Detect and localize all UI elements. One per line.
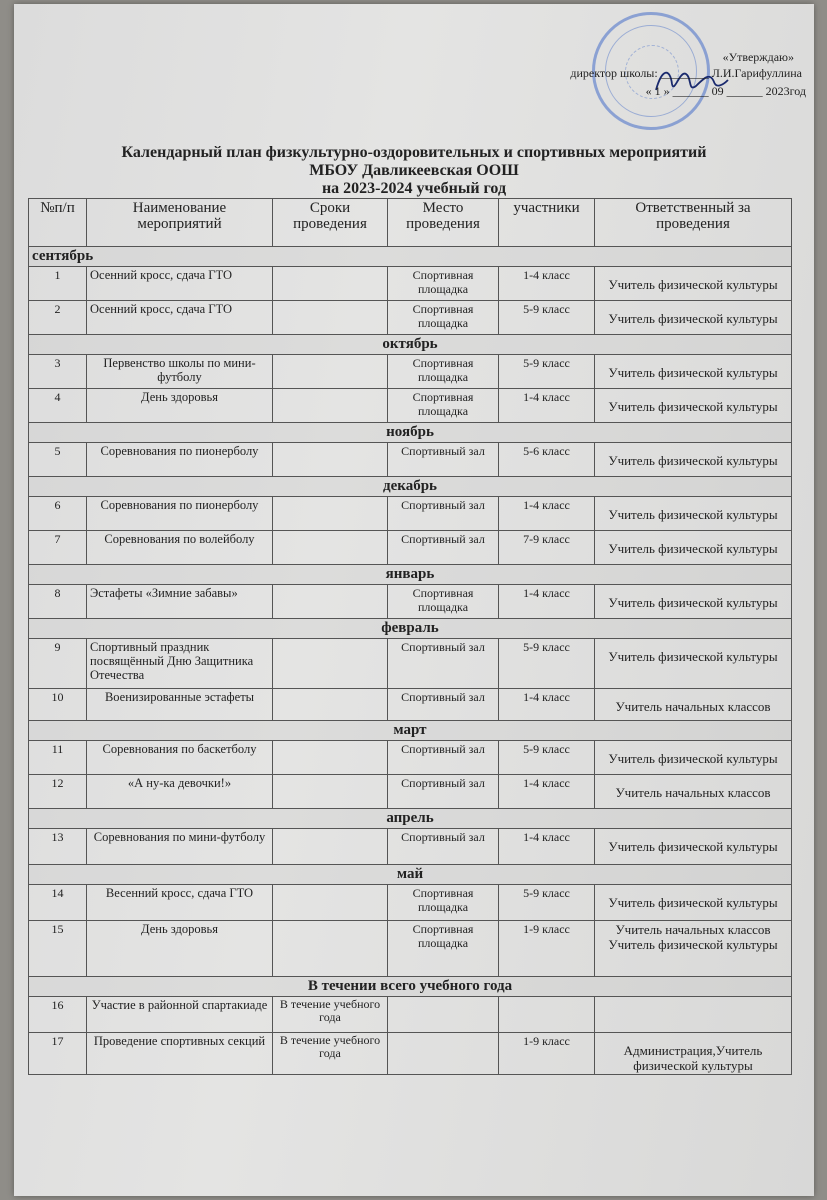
event-place: Спортивный зал: [388, 689, 499, 721]
event-name: Спортивный праздник посвящённый Дню Защитника Отечества: [87, 639, 273, 689]
month-row: [29, 619, 792, 639]
month-row: [29, 247, 792, 267]
header-event-name: Наименование мероприятий: [87, 199, 273, 247]
event-place: Спортивный зал: [388, 531, 499, 565]
event-name: Осенний кросс, сдача ГТО: [87, 267, 273, 301]
month-label: В течении всего учебного года: [29, 977, 792, 997]
table-row: [29, 1033, 792, 1075]
event-participants: 5-9 класс: [499, 355, 595, 389]
event-name: Весенний кросс, сдача ГТО: [87, 885, 273, 921]
table-row: [29, 741, 792, 775]
event-place: Спортивный зал: [388, 741, 499, 775]
event-dates: [273, 921, 388, 977]
table-row: [29, 639, 792, 689]
event-participants: 1-4 класс: [499, 585, 595, 619]
month-label: октябрь: [29, 335, 792, 355]
event-place: Спортивная площадка: [388, 389, 499, 423]
event-responsible: Учитель физической культуры: [595, 741, 792, 775]
event-responsible: Учитель физической культуры: [595, 639, 792, 689]
event-name: Соревнования по волейболу: [87, 531, 273, 565]
event-name: «А ну-ка девочки!»: [87, 775, 273, 809]
header-responsible: Ответственный за проведения: [595, 199, 792, 247]
row-number: 1: [29, 267, 87, 301]
month-label: декабрь: [29, 477, 792, 497]
event-dates: [273, 741, 388, 775]
row-number: 10: [29, 689, 87, 721]
event-participants: 1-4 класс: [499, 389, 595, 423]
event-responsible: Учитель физической культуры: [595, 389, 792, 423]
event-dates: [273, 775, 388, 809]
approval-title: «Утверждаю»: [722, 50, 794, 64]
row-number: 9: [29, 639, 87, 689]
event-name: Военизированные эстафеты: [87, 689, 273, 721]
event-dates: [273, 497, 388, 531]
row-number: 6: [29, 497, 87, 531]
event-responsible: Учитель физической культуры: [595, 829, 792, 865]
event-name: Соревнования по пионерболу: [87, 497, 273, 531]
event-participants: 1-9 класс: [499, 921, 595, 977]
event-participants: 5-9 класс: [499, 885, 595, 921]
table-row: [29, 885, 792, 921]
event-place: Спортивная площадка: [388, 885, 499, 921]
header-dates: Сроки проведения: [273, 199, 388, 247]
month-row: [29, 865, 792, 885]
row-number: 13: [29, 829, 87, 865]
event-participants: 1-9 класс: [499, 1033, 595, 1075]
row-number: 7: [29, 531, 87, 565]
month-row: [29, 423, 792, 443]
event-place: Спортивный зал: [388, 639, 499, 689]
month-row: [29, 977, 792, 997]
event-dates: [273, 389, 388, 423]
event-participants: 5-9 класс: [499, 639, 595, 689]
table-row: [29, 689, 792, 721]
event-place: Спортивный зал: [388, 775, 499, 809]
event-participants: 1-4 класс: [499, 829, 595, 865]
header-place: Место проведения: [388, 199, 499, 247]
event-participants: 1-4 класс: [499, 775, 595, 809]
event-dates: [273, 689, 388, 721]
event-place: Спортивная площадка: [388, 301, 499, 335]
event-place: Спортивная площадка: [388, 585, 499, 619]
table-row: [29, 443, 792, 477]
document-page: [14, 4, 814, 1196]
approval-date: « 1 » ______ 09 ______ 2023год: [645, 84, 806, 98]
event-place: Спортивный зал: [388, 497, 499, 531]
header-participants: участники: [499, 199, 595, 247]
event-responsible: Администрация,Учитель физической культуры: [595, 1033, 792, 1075]
event-dates: В течение учебного года: [273, 997, 388, 1033]
month-row: [29, 335, 792, 355]
event-name: День здоровья: [87, 921, 273, 977]
event-place: Спортивная площадка: [388, 267, 499, 301]
event-responsible: [595, 997, 792, 1033]
event-responsible: Учитель начальных классов: [595, 775, 792, 809]
month-label: январь: [29, 565, 792, 585]
table-row: [29, 301, 792, 335]
row-number: 4: [29, 389, 87, 423]
table-row: [29, 829, 792, 865]
month-label: ноябрь: [29, 423, 792, 443]
event-responsible: Учитель физической культуры: [595, 531, 792, 565]
table-header-row: [29, 199, 792, 247]
event-place: [388, 1033, 499, 1075]
row-number: 14: [29, 885, 87, 921]
month-row: [29, 809, 792, 829]
document-title: Календарный план физкультурно-оздоровительных и спортивных мероприятий: [121, 144, 707, 161]
event-dates: [273, 355, 388, 389]
month-label: сентябрь: [29, 247, 792, 267]
event-dates: [273, 443, 388, 477]
month-row: [29, 477, 792, 497]
event-responsible: Учитель физической культуры: [595, 301, 792, 335]
event-place: [388, 997, 499, 1033]
table-row: [29, 585, 792, 619]
event-dates: [273, 885, 388, 921]
table-row: [29, 389, 792, 423]
event-place: Спортивная площадка: [388, 355, 499, 389]
row-number: 16: [29, 997, 87, 1033]
school-year: на 2023-2024 учебный год: [321, 180, 507, 197]
event-participants: 7-9 класс: [499, 531, 595, 565]
event-dates: [273, 267, 388, 301]
event-dates: [273, 531, 388, 565]
row-number: 2: [29, 301, 87, 335]
event-name: День здоровья: [87, 389, 273, 423]
event-participants: 1-4 класс: [499, 267, 595, 301]
event-responsible: Учитель физической культуры: [595, 443, 792, 477]
row-number: 8: [29, 585, 87, 619]
event-participants: 1-4 класс: [499, 689, 595, 721]
event-dates: [273, 301, 388, 335]
table-row: [29, 997, 792, 1033]
approval-position: директор школы: ________ Л.И.Гарифуллина: [570, 66, 802, 80]
row-number: 17: [29, 1033, 87, 1075]
row-number: 15: [29, 921, 87, 977]
month-label: май: [29, 865, 792, 885]
events-table: [28, 198, 792, 1075]
event-responsible: Учитель начальных классов Учитель физической культуры: [595, 921, 792, 977]
event-participants: 1-4 класс: [499, 497, 595, 531]
event-name: Соревнования по мини-футболу: [87, 829, 273, 865]
month-row: [29, 721, 792, 741]
event-name: Проведение спортивных секций: [87, 1033, 273, 1075]
event-participants: 5-6 класс: [499, 443, 595, 477]
header-number: №п/п: [29, 199, 87, 247]
month-row: [29, 565, 792, 585]
event-name: Соревнования по баскетболу: [87, 741, 273, 775]
table-row: [29, 531, 792, 565]
table-row: [29, 355, 792, 389]
row-number: 3: [29, 355, 87, 389]
event-dates: [273, 585, 388, 619]
event-participants: [499, 997, 595, 1033]
event-responsible: Учитель начальных классов: [595, 689, 792, 721]
month-label: апрель: [29, 809, 792, 829]
event-dates: [273, 829, 388, 865]
event-responsible: Учитель физической культуры: [595, 267, 792, 301]
event-responsible: Учитель физической культуры: [595, 585, 792, 619]
row-number: 5: [29, 443, 87, 477]
month-label: март: [29, 721, 792, 741]
event-dates: В течение учебного года: [273, 1033, 388, 1075]
row-number: 11: [29, 741, 87, 775]
event-participants: 5-9 класс: [499, 301, 595, 335]
table-row: [29, 267, 792, 301]
table-row: [29, 775, 792, 809]
event-place: Спортивный зал: [388, 443, 499, 477]
event-dates: [273, 639, 388, 689]
event-name: Осенний кросс, сдача ГТО: [87, 301, 273, 335]
event-responsible: Учитель физической культуры: [595, 497, 792, 531]
event-responsible: Учитель физической культуры: [595, 355, 792, 389]
event-name: Соревнования по пионерболу: [87, 443, 273, 477]
event-participants: 5-9 класс: [499, 741, 595, 775]
event-place: Спортивный зал: [388, 829, 499, 865]
event-name: Первенство школы по мини-футболу: [87, 355, 273, 389]
row-number: 12: [29, 775, 87, 809]
event-responsible: Учитель физической культуры: [595, 885, 792, 921]
event-name: Участие в районной спартакиаде: [87, 997, 273, 1033]
month-label: февраль: [29, 619, 792, 639]
event-name: Эстафеты «Зимние забавы»: [87, 585, 273, 619]
table-row: [29, 497, 792, 531]
table-row: [29, 921, 792, 977]
event-place: Спортивная площадка: [388, 921, 499, 977]
school-name: МБОУ Давликеевская ООШ: [309, 162, 519, 179]
